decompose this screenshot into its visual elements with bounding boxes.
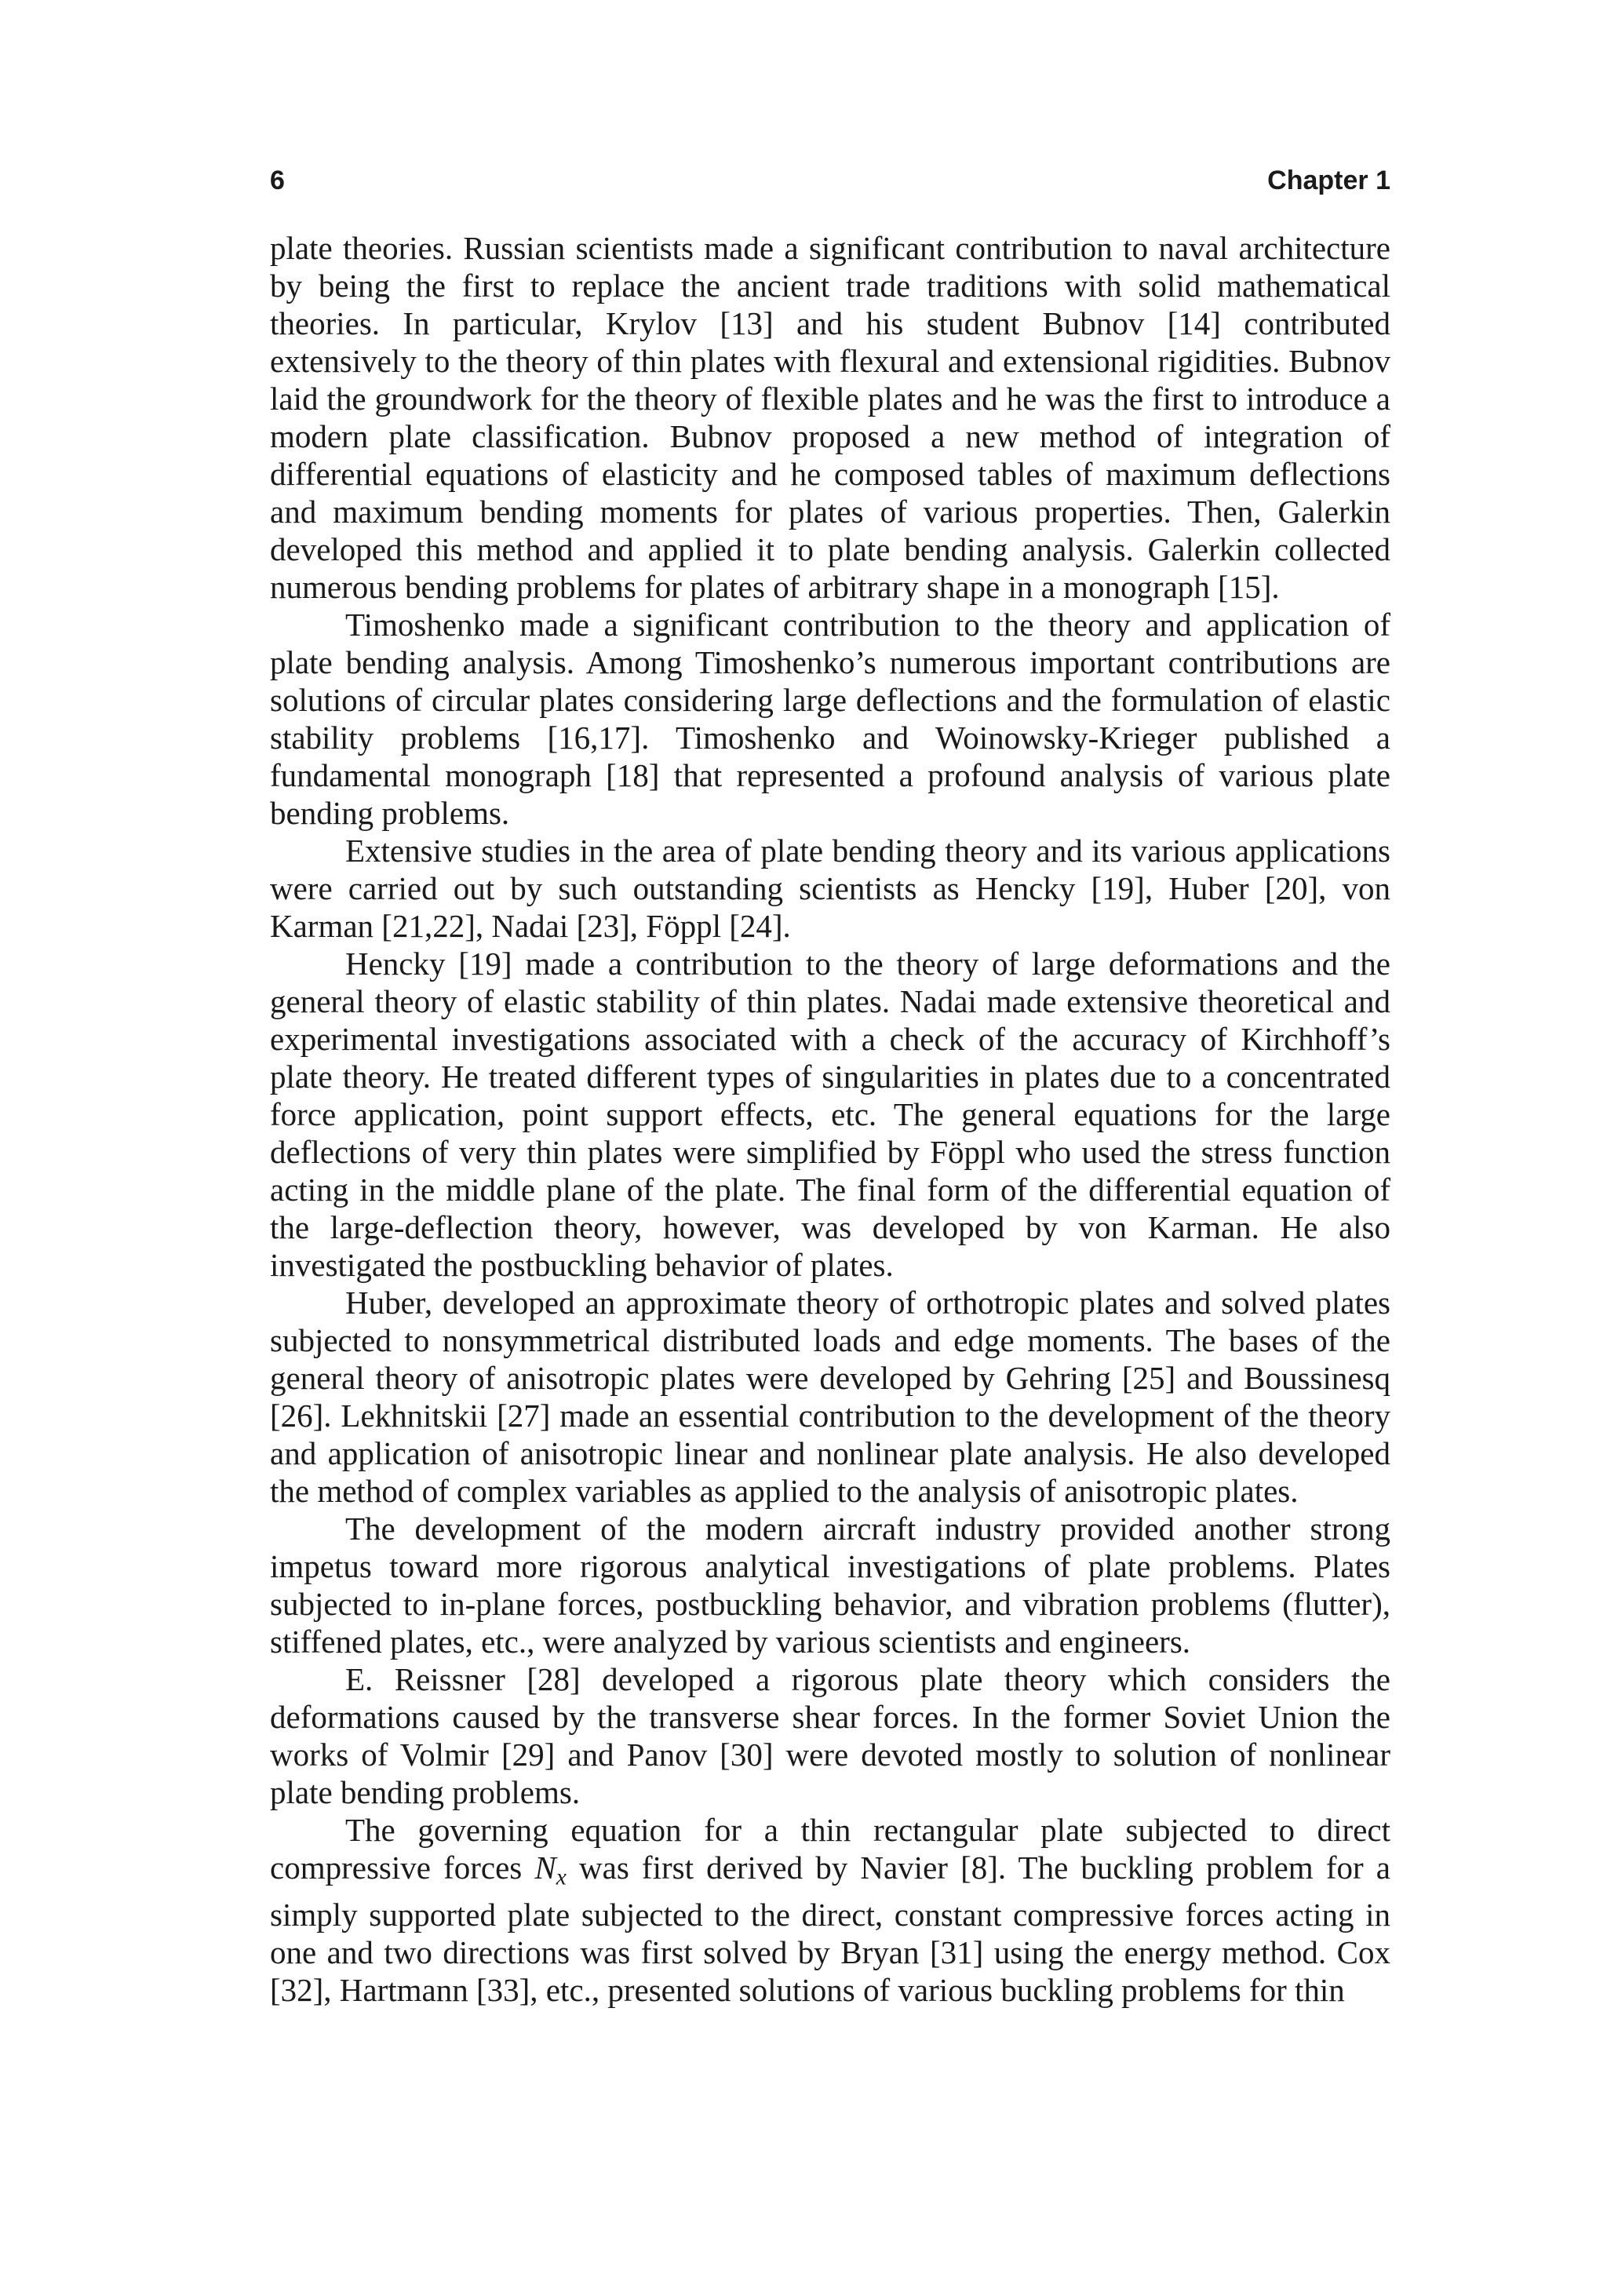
math-symbol: N: [534, 1850, 556, 1886]
page-number: 6: [270, 166, 285, 195]
text-run: Hencky [19] made a contribution to the theory of large deformations and the general theory of elastic stability of thin plates. Nadai made extensive theoretical and experimental investigations associated with a check of the accuracy of Kirchhoff’s plate theory. He treated different types of singularities in plates due to a concentrated force application, point support effects, etc. The general equations for the large deflections of very thin plates were simplified by Föppl who used the stress function acting in the middle plane of the plate. The final form of the differential equation of the large-deflection theory, however, was developed by von Karman. He also investigated the postbuckling behavior of plates.: [270, 946, 1390, 1283]
text-run: The development of the modern aircraft industry provided another strong impetus toward more rigorous analytical investigations of plate problems. Plates subjected to in-plane forces, postbuckling behavior, and vibration problems (flutter), stiffened plates, etc., were analyzed by various scientists and engineers.: [270, 1511, 1390, 1660]
math-subscript: x: [556, 1864, 567, 1890]
text-run: E. Reissner [28] developed a rigorous plate theory which considers the deformations caused by the transverse shear forces. In the former Soviet Union the works of Volmir [29] and Panov [30] were devoted mostly to solution of nonlinear plate bending problems.: [270, 1661, 1390, 1810]
paragraph: [270, 606, 1390, 832]
text-run: Huber, developed an approximate theory of orthotropic plates and solved plates subjected to nonsymmetrical distributed loads and edge moments. The bases of the general theory of anisotropic plates were developed by Gehring [25] and Boussinesq [26]. Lekhnitskii [27] made an essential contribution to the development of the theory and application of anisotropic linear and nonlinear plate analysis. He also developed the method of complex variables as applied to the analysis of anisotropic plates.: [270, 1285, 1390, 1509]
text-run: Timoshenko made a significant contribution to the theory and application of plate bending analysis. Among Timoshenko’s numerous important contributions are solutions of circular plates considering large deflections and the formulation of elastic stability problems [16,17]. Timoshenko and Woinowsky-Krieger published a fundamental monograph [18] that represented a profound analysis of various plate bending problems.: [270, 607, 1390, 831]
text-run: plate theories. Russian scientists made a significant contribution to naval architecture by being the first to replace the ancient trade traditions with solid mathematical theories. In particular, Krylov [13] and his student Bubnov [14] contributed extensively to the theory of thin plates with flexural and extensional rigidities. Bubnov laid the groundwork for the theory of flexible plates and he was the first to introduce a modern plate classification. Bubnov proposed a new method of integration of differential equations of elasticity and he composed tables of maximum deflections and maximum bending moments for plates of various properties. Then, Galerkin developed this method and applied it to plate bending analysis. Galerkin collected numerous bending problems for plates of arbitrary shape in a monograph [15].: [270, 230, 1390, 605]
paragraph: [270, 1510, 1390, 1660]
body-text: [270, 229, 1390, 2009]
paragraph: [270, 1811, 1390, 2009]
text-run: The governing equation for a thin rectangular plate subjected to direct compressive forces: [270, 1812, 1390, 1886]
paragraph: [270, 229, 1390, 606]
paragraph: [270, 1284, 1390, 1510]
chapter-label: Chapter 1: [1267, 166, 1390, 195]
paragraph: [270, 945, 1390, 1284]
text-run: was first derived by Navier [8]. The buckling problem for a simply supported plate subjected to the direct, constant compressive forces acting in one and two directions was first solved by Bryan [31] using the energy method. Cox [32], Hartmann [33], etc., presented solutions of various buckling problems for thin: [270, 1850, 1390, 2009]
paragraph: [270, 1660, 1390, 1811]
paragraph: [270, 832, 1390, 945]
text-run: Extensive studies in the area of plate bending theory and its various applications were carried out by such outstanding scientists as Hencky [19], Huber [20], von Karman [21,22], Nadai [23], Föppl [24].: [270, 833, 1390, 944]
running-head: [270, 161, 1390, 200]
